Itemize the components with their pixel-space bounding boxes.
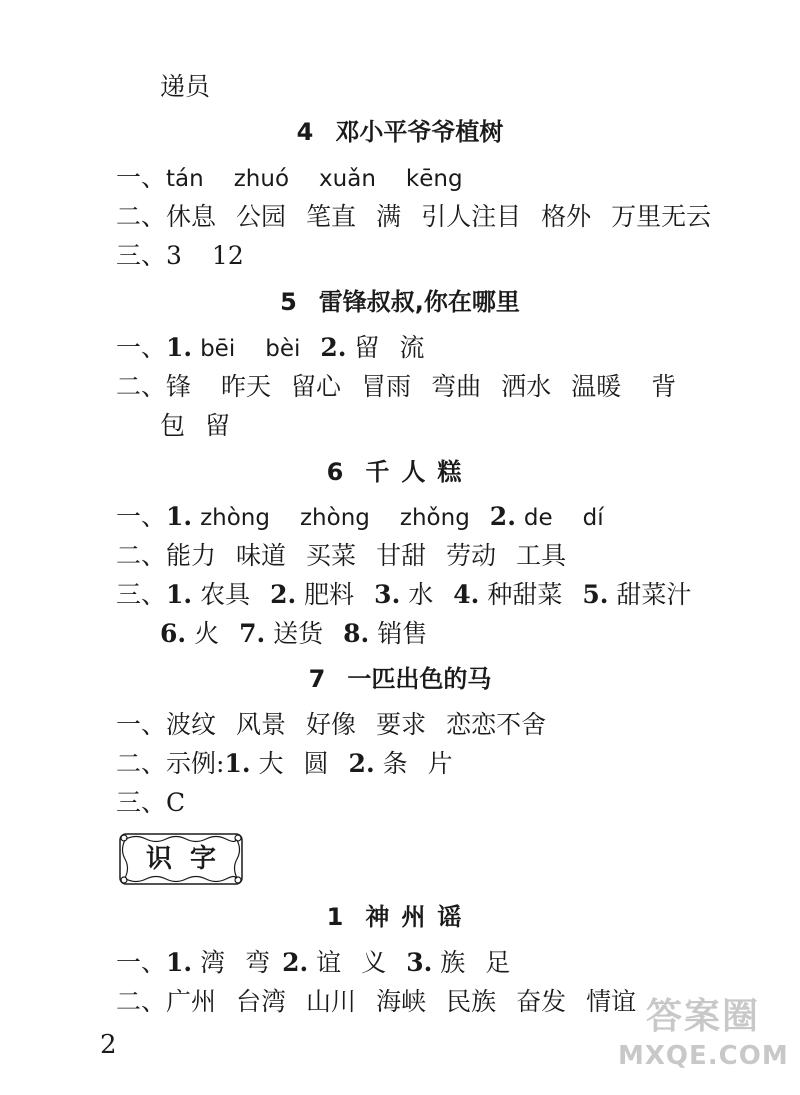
lesson-5-q2-line2: 包 留 — [160, 411, 231, 440]
watermark — [618, 995, 788, 1085]
lesson-4-q3: 三、3 12 — [116, 241, 244, 270]
lesson-5-q2-line1: 二、锋 昨天 留心 冒雨 弯曲 洒水 温暖 背 — [116, 372, 677, 401]
lesson-4-q2: 二、休息 公园 笔直 满 引人注目 格外 万里无云 — [116, 202, 712, 231]
lesson-s1-q2: 二、广州 台湾 山川 海峡 民族 奋发 情谊 — [116, 987, 637, 1016]
lesson-7-q3: 三、C — [116, 788, 186, 817]
lesson-7-q1: 一、波纹 风景 好像 要求 恋恋不舍 — [116, 710, 547, 739]
lesson-7-title: 7 一匹出色的马 — [308, 665, 492, 693]
watermark-line1: 答案圈 — [645, 996, 760, 1037]
section-banner-label: 识字 — [145, 844, 234, 874]
lesson-4-title: 4 邓小平爷爷植树 — [296, 118, 504, 146]
section-banner — [116, 830, 246, 888]
lesson-s1-q1: 一、1. 湾 弯 2. 谊 义 3. 族 足 — [116, 948, 511, 977]
lesson-6-title: 6 千人糕 — [326, 458, 474, 486]
page-number: 2 — [100, 1030, 117, 1060]
lesson-s1-title: 1 神州谣 — [326, 903, 474, 931]
continuation-text: 递员 — [160, 72, 211, 101]
lesson-7-q2: 二、示例:1. 大 圆 2. 条 片 — [116, 749, 453, 778]
lesson-5-title: 5 雷锋叔叔,你在哪里 — [280, 288, 520, 316]
lesson-4-q1: 一、tán zhuó xuǎn kēng — [116, 163, 463, 192]
lesson-6-q2: 二、能力 味道 买菜 甘甜 劳动 工具 — [116, 541, 567, 570]
lesson-6-q3-line2: 6. 火 7. 送货 8. 销售 — [160, 619, 428, 648]
lesson-6-q3-line1: 三、1. 农具 2. 肥料 3. 水 4. 种甜菜 5. 甜菜汁 — [116, 580, 692, 609]
watermark-line2: MXQE.COM — [618, 1041, 789, 1071]
lesson-6-q1: 一、1. zhòng zhòng zhǒng 2. de dí — [116, 502, 604, 531]
lesson-5-q1: 一、1. bēi bèi 2. 留 流 — [116, 333, 425, 362]
